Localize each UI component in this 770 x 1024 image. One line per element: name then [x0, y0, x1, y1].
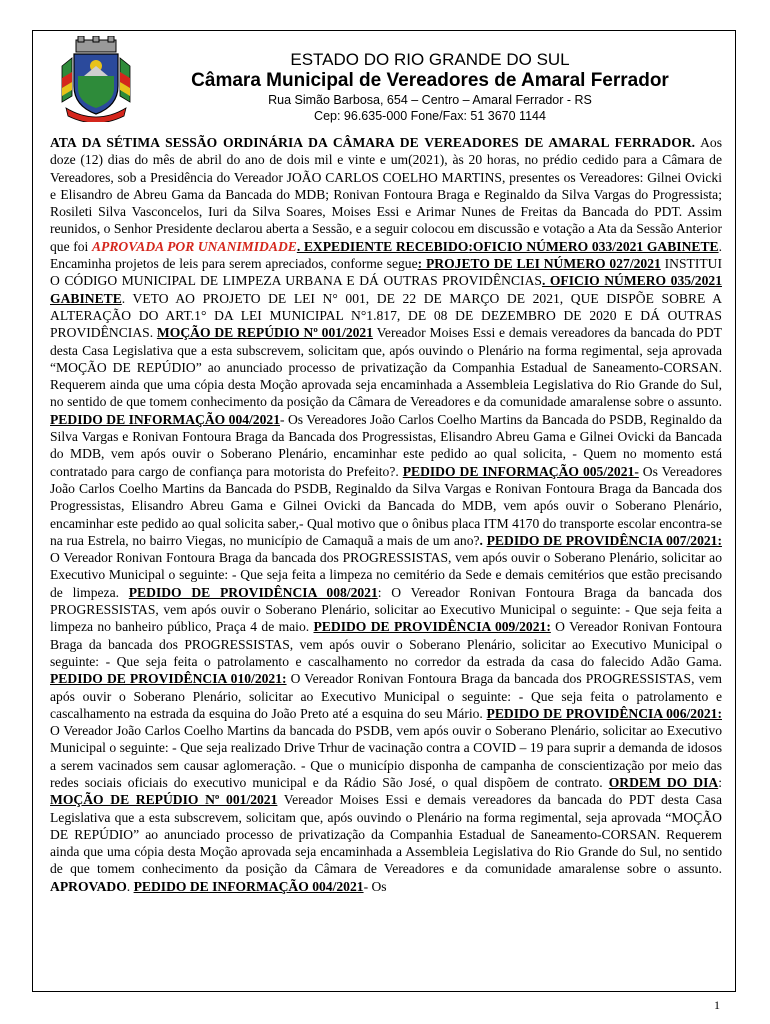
heading-mocao-001: MOÇÃO DE REPÚDIO Nº 001/2021: [156, 325, 374, 341]
heading-pedido-providencia-008: PEDIDO DE PROVIDÊNCIA 008/2021: [128, 584, 378, 600]
minutes-title: ATA DA SÉTIMA SESSÃO ORDINÁRIA DA CÂMARA DE VEREADORES DE AMARAL FERRADOR.: [50, 135, 696, 150]
state-name: ESTADO DO RIO GRANDE DO SUL: [290, 50, 570, 69]
approved-text: APROVADO: [50, 878, 127, 894]
text-run: .: [126, 878, 134, 894]
text-run: O Vereador Ronivan Fontoura Braga da bancada dos PROGRESSISTAS, vem após ouvir o Soberano Plenário, solicitar ao Executivo Municipal o seguinte: - Que seja feita o patrolamento e cascalhamento no corredor da estrada da casa do falecido Adão Gama.: [50, 619, 722, 669]
text-run: - Os: [363, 878, 387, 894]
heading-expediente: . EXPEDIENTE RECEBIDO: [296, 238, 469, 254]
minutes-paragraph: [50, 134, 722, 895]
heading-oficio-033: :OFICIO NÚMERO 033/2021 GABINETE: [468, 238, 719, 254]
text-run: Vereador Moises Essi e demais vereadores da bancada do PDT desta Casa Legislativa que a esta subscrevem, solicitam que, após ouvindo o Plenário na forma regimental, seja aprovada “MOÇÃO DE REPÚDIO” ao anunciado processo de privatização da Companhia Estadual de Saneamento-CORSAN. Requerem ainda que uma cópia desta Moção aprovada seja encaminhada a Assembleia Legislativa do Rio Grande do Sul, no sentido de que tomem conhecimento da posição da Câmara de Vereadores e da comunidade amaralense sobre o assunto.: [50, 792, 722, 877]
heading-pedido-providencia-009: PEDIDO DE PROVIDÊNCIA 009/2021:: [313, 619, 551, 635]
text-run: .: [479, 532, 487, 548]
text-run: O Vereador Ronivan Fontoura Braga da bancada dos PROGRESSISTAS, vem após ouvir o Soberano Plenário, solicitar ao Executivo Municipal o seguinte: - Que seja feita o patrolamento e cascalhamento na estrada da esquina do João Preto até a esquina do seu Mário.: [50, 671, 722, 721]
text-run: : O Vereador Ronivan Fontoura Braga da bancada dos PROGRESSISTAS, vem após ouvir o Soberano Plenário, solicitar ao Executivo Municipal o seguinte: - Que seja feita a limpeza no banheiro público, Praça 4 de maio.: [50, 584, 722, 635]
text-run: . VETO AO PROJETO DE LEI N° 001, DE 22 DE MARÇO DE 2021, QUE DISPÕE SOBRE A ALTERAÇÃO DO ART.1° DA LEI MUNICIPAL N°1.817, DE 08 DE DEZEMBRO DE 2020 E DÁ OUTRAS PROVIDÊNCIAS.: [50, 290, 722, 341]
heading-pedido-informacao-004-ordem: PEDIDO DE INFORMAÇÃO 004/2021: [133, 878, 364, 894]
page-number: 1: [714, 998, 720, 1012]
chamber-name: Câmara Municipal de Vereadores de Amaral Ferrador: [191, 70, 669, 91]
heading-pedido-providencia-010: PEDIDO DE PROVIDÊNCIA 010/2021:: [50, 671, 287, 687]
approved-unanimous-text: APROVADA POR UNANIMIDADE: [91, 238, 297, 254]
text-run: Aos doze (12) dias do mês de abril do ano de dois mil e vinte e um(2021), às 20 horas, no prédio cedido para a Câmara de Vereadores, sob a Presidência do Vereador JOÃO CARLOS COELHO MARTINS, presentes os Vereadores: Gilnei Ovicki e Elisandro de Abreu Gama da Bancada do MDB; Ronivan Fontoura Braga e Reginaldo da Silva Vargas do Progressista; Rosileti Silva Vasconcelos, Iuri da Silva Soares, Moises Essi e Arimar Nunes de Freitas da Bancada do PDT. Assim reunidos, o Senhor Presidente declarou aberta a Sessão, e a seguir colocou em discussão e votação a Ata da Sessão Anterior que foi: [50, 135, 722, 254]
chamber-contact: Cep: 96.635-000 Fone/Fax: 51 3670 1144: [314, 109, 546, 123]
heading-ordem-do-dia: ORDEM DO DIA: [608, 774, 719, 790]
heading-pedido-providencia-006: PEDIDO DE PROVIDÊNCIA 006/2021:: [486, 705, 722, 721]
text-run: Vereador Moises Essi e demais vereadores da bancada do PDT desta Casa Legislativa que a esta subscrevem, solicitam que, após ouvindo o Plenário na forma regimental, seja aprovada “MOÇÃO DE REPÚDIO” ao anunciado processo de privatização da Companhia Estadual de Saneamento-CORSAN. Requerem ainda que uma cópia desta Moção aprovada seja encaminhada a Assembleia Legislativa do Rio Grande do Sul, no sentido de que tomem conhecimento da posição da Câmara de Vereadores e da comunidade amaralense sobre o assunto.: [50, 325, 722, 410]
heading-pedido-informacao-004: PEDIDO DE INFORMAÇÃO 004/2021: [50, 411, 280, 427]
municipal-coat-of-arms-icon: [58, 36, 134, 122]
text-run: Os Vereadores João Carlos Coelho Martins da Bancada do PSDB, Reginaldo da Silva Vargas e Ronivan Fontoura Braga da Bancada dos Progressistas, Elisandro Abreu Gama e Gilnei Ovicki da Bancada do MDB, vem após ouvir o Soberano Plenário, encaminhar este pedido ao qual solicita saber,- Qual motivo que o ônibus placa ITM 4170 do transporte escolar encontra-se na rua Estrela, no bairro Viegas, no município de Camaquã a mais de um ano?: [50, 463, 722, 548]
text-run: O Vereador João Carlos Coelho Martins da bancada do PSDB, vem após ouvir o Soberano Plenário, solicitar ao Executivo Municipal o seguinte: - Que seja realizado Drive Trhur de vacinação contra a COVID – 19 para suprir a demanda de idosos a serem vacinados sem causar aglomeração. - Que o município disponha de campanha de conscientização por meio das redes sociais oficiais do executivo municipal e da Rádio São José, o qual dispõem de contrato.: [50, 723, 722, 790]
text-run: . Encaminha projetos de leis para serem apreciados, conforme segue: [50, 238, 722, 272]
chamber-address: Rua Simão Barbosa, 654 – Centro – Amaral Ferrador - RS: [268, 93, 592, 107]
heading-pedido-providencia-007: PEDIDO DE PROVIDÊNCIA 007/2021:: [486, 532, 722, 548]
text-run: - Os Vereadores João Carlos Coelho Martins da Bancada do PSDB, Reginaldo da Silva Vargas e Ronivan Fontoura Braga da Bancada dos Progressistas, Elisandro Abreu Gama e Gilnei Ovicki da Bancada do MDB, vem após ouvir o Soberano Plenário, encaminhar este pedido ao qual solicita, - Quem no momento está contratado para cargo de confiança para motorista do Prefeito?.: [50, 411, 722, 479]
text-run: INSTITUI O CÓDIGO MUNICIPAL DE LIMPEZA URBANA E DÁ OUTRAS PROVIDÊNCIAS: [50, 256, 722, 289]
text-run: O Vereador Ronivan Fontoura Braga da bancada dos PROGRESSISTAS, vem após ouvir o Soberano Plenário, solicitar ao Executivo Municipal o seguinte: - Que seja feita a limpeza no cemitério da Sede e demais cemitérios que estão precisando de limpeza.: [50, 550, 722, 600]
heading-pedido-informacao-005: PEDIDO DE INFORMAÇÃO 005/2021-: [402, 463, 639, 479]
text-run: :: [718, 774, 723, 790]
minutes-body: [50, 134, 722, 895]
letterhead: [150, 50, 710, 124]
heading-oficio-035: . OFICIO NÚMERO 035/2021 GABINETE: [50, 273, 722, 306]
heading-projeto-027: : PROJETO DE LEI NÚMERO 027/2021: [417, 256, 661, 272]
heading-mocao-001-ordem: MOÇÃO DE REPÚDIO Nº 001/2021: [50, 792, 278, 808]
